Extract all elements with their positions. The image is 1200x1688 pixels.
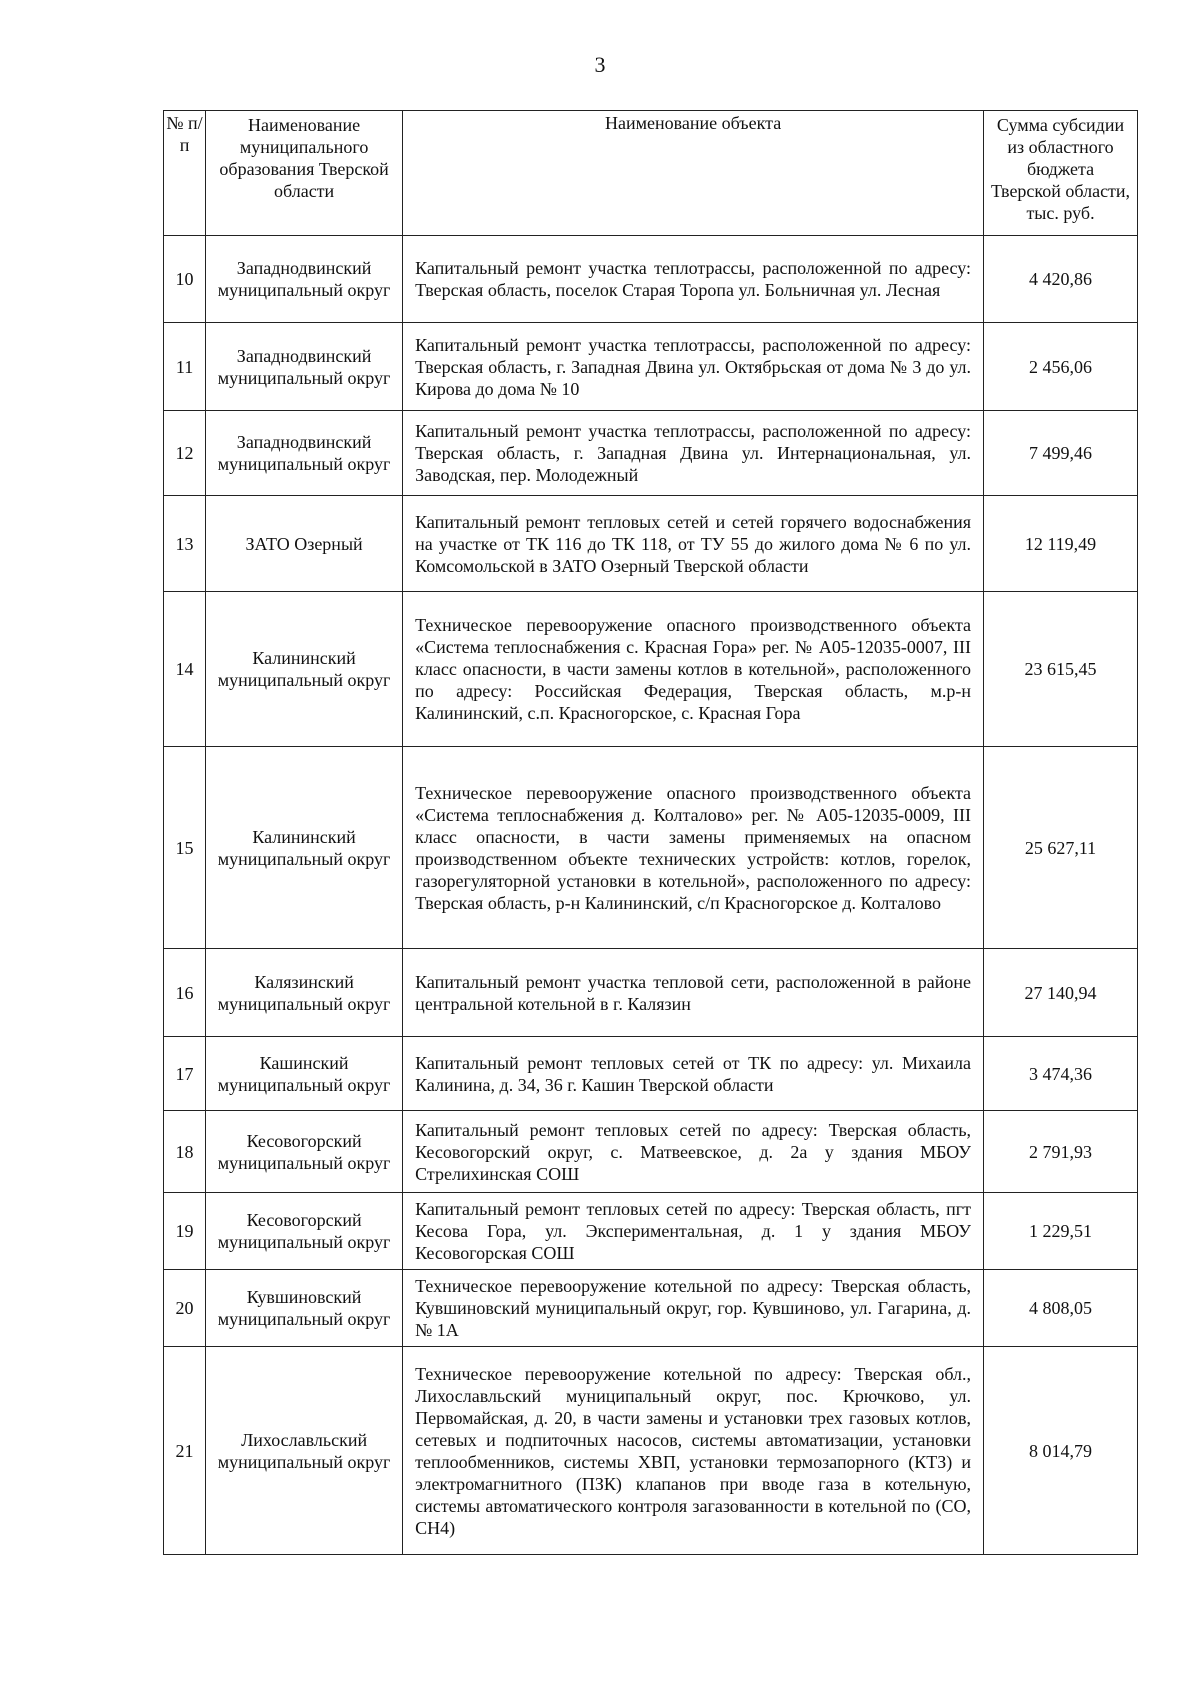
- row-sum: 23 615,45: [984, 592, 1138, 747]
- row-object: Капитальный ремонт тепловых сетей по адресу: Тверская область, пгт Кесова Гора, ул. Экспериментальная, д. 1 у здания МБОУ Кесовогорская СОШ: [403, 1193, 984, 1270]
- row-object: Капитальный ремонт участка теплотрассы, расположенной по адресу: Тверская область, поселок Старая Торопа ул. Больничная ул. Лесная: [403, 236, 984, 323]
- row-object: Капитальный ремонт тепловых сетей от ТК по адресу: ул. Михаила Калинина, д. 34, 36 г. Кашин Тверской области: [403, 1037, 984, 1111]
- row-num: 19: [164, 1193, 206, 1270]
- table-row: [164, 1111, 1138, 1193]
- row-sum: 2 456,06: [984, 323, 1138, 411]
- row-municipality: Кашинский муниципальный округ: [206, 1037, 403, 1111]
- subsidy-table-container: [163, 110, 1138, 1555]
- row-num: 18: [164, 1111, 206, 1193]
- row-sum: 7 499,46: [984, 411, 1138, 496]
- row-num: 16: [164, 949, 206, 1037]
- table-row: [164, 1037, 1138, 1111]
- page-number: 3: [594, 52, 606, 77]
- row-sum: 4 808,05: [984, 1270, 1138, 1347]
- row-num: 15: [164, 747, 206, 949]
- header-sum: Сумма субсидии из областного бюджета Тверской области, тыс. руб.: [984, 111, 1138, 236]
- header-num: № п/п: [164, 111, 206, 236]
- row-num: 13: [164, 496, 206, 592]
- row-num: 12: [164, 411, 206, 496]
- row-municipality: Западнодвинский муниципальный округ: [206, 323, 403, 411]
- table-row: [164, 1347, 1138, 1555]
- table-row: [164, 747, 1138, 949]
- row-object: Капитальный ремонт участка теплотрассы, расположенной по адресу: Тверская область, г. Западная Двина ул. Октябрьская от дома № 3 до ул. Кирова до дома № 10: [403, 323, 984, 411]
- row-object: Капитальный ремонт тепловых сетей по адресу: Тверская область, Кесовогорский округ, с. Матвеевское, д. 2а у здания МБОУ Стрелихинская СОШ: [403, 1111, 984, 1193]
- row-sum: 25 627,11: [984, 747, 1138, 949]
- table-row: [164, 949, 1138, 1037]
- row-municipality: Кувшиновский муниципальный округ: [206, 1270, 403, 1347]
- row-municipality: Лихославльский муниципальный округ: [206, 1347, 403, 1555]
- table-row: [164, 411, 1138, 496]
- row-municipality: Кесовогорский муниципальный округ: [206, 1111, 403, 1193]
- row-num: 14: [164, 592, 206, 747]
- table-row: [164, 496, 1138, 592]
- row-object: Техническое перевооружение котельной по адресу: Тверская обл., Лихославльский муниципальный округ, пос. Крючково, ул. Первомайская, д. 20, в части замены и установки трех газовых котлов, сетевых и подпиточных насосов, системы автоматизации, установки теплообменников, системы ХВП, установки термозапорного (КТЗ) и электромагнитного (ПЗК) клапанов при вводе газа в котельную, системы автоматического контроля загазованности в котельной по (СО, СН4): [403, 1347, 984, 1555]
- table-row: [164, 236, 1138, 323]
- row-object: Техническое перевооружение котельной по адресу: Тверская область, Кувшиновский муниципальный округ, гор. Кувшиново, ул. Гагарина, д. № 1А: [403, 1270, 984, 1347]
- row-sum: 3 474,36: [984, 1037, 1138, 1111]
- subsidy-table: [163, 110, 1138, 1555]
- row-municipality: Западнодвинский муниципальный округ: [206, 236, 403, 323]
- row-num: 10: [164, 236, 206, 323]
- row-num: 11: [164, 323, 206, 411]
- row-municipality: Кесовогорский муниципальный округ: [206, 1193, 403, 1270]
- row-num: 21: [164, 1347, 206, 1555]
- row-sum: 8 014,79: [984, 1347, 1138, 1555]
- row-sum: 2 791,93: [984, 1111, 1138, 1193]
- row-sum: 12 119,49: [984, 496, 1138, 592]
- table-header-row: [164, 111, 1138, 236]
- row-object: Техническое перевооружение опасного производственного объекта «Система теплоснабжения с. Красная Гора» рег. № А05-12035-0007, III класс опасности, в части замены котлов в котельной», расположенного по адресу: Российская Федерация, Тверская область, м.р-н Калининский, с.п. Красногорское, с. Красная Гора: [403, 592, 984, 747]
- row-sum: 27 140,94: [984, 949, 1138, 1037]
- row-object: Капитальный ремонт участка тепловой сети, расположенной в районе центральной котельной в г. Калязин: [403, 949, 984, 1037]
- row-object: Капитальный ремонт тепловых сетей и сетей горячего водоснабжения на участке от ТК 116 до ТК 118, от ТУ 55 до жилого дома № 6 по ул. Комсомольской в ЗАТО Озерный Тверской области: [403, 496, 984, 592]
- table-row: [164, 1193, 1138, 1270]
- table-row: [164, 323, 1138, 411]
- row-num: 17: [164, 1037, 206, 1111]
- header-object: Наименование объекта: [403, 111, 984, 236]
- row-municipality: Калининский муниципальный округ: [206, 747, 403, 949]
- table-row: [164, 1270, 1138, 1347]
- row-municipality: ЗАТО Озерный: [206, 496, 403, 592]
- row-municipality: Калининский муниципальный округ: [206, 592, 403, 747]
- row-sum: 4 420,86: [984, 236, 1138, 323]
- row-object: Техническое перевооружение опасного производственного объекта «Система теплоснабжения д. Колталово» рег. № А05-12035-0009, III класс опасности, в части замены применяемых на опасном производственном объекте технических устройств: котлов, горелок, газорегуляторной установки в котельной», расположенного по адресу: Тверская область, р-н Калининский, с/п Красногорское д. Колталово: [403, 747, 984, 949]
- header-municipality: Наименование муниципального образования Тверской области: [206, 111, 403, 236]
- row-municipality: Западнодвинский муниципальный округ: [206, 411, 403, 496]
- table-row: [164, 592, 1138, 747]
- row-object: Капитальный ремонт участка теплотрассы, расположенной по адресу: Тверская область, г. Западная Двина ул. Интернациональная, ул. Заводская, пер. Молодежный: [403, 411, 984, 496]
- row-municipality: Калязинский муниципальный округ: [206, 949, 403, 1037]
- row-num: 20: [164, 1270, 206, 1347]
- row-sum: 1 229,51: [984, 1193, 1138, 1270]
